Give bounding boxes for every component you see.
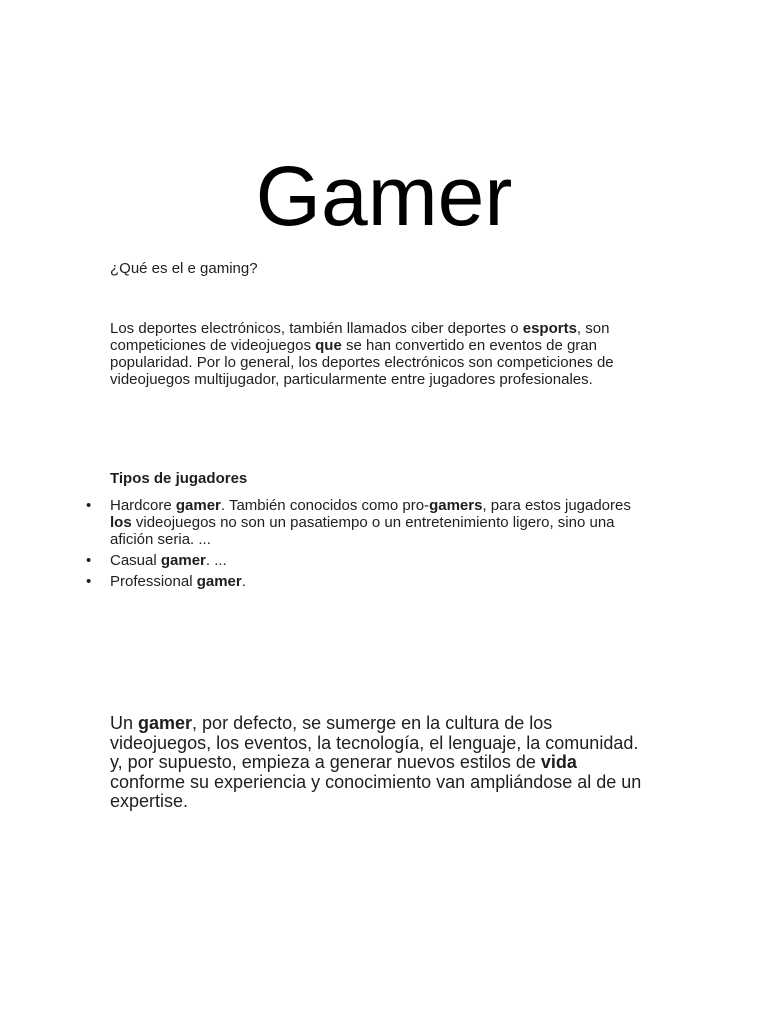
item-text: . También conocidos como pro- (220, 497, 430, 514)
list-item-hardcore (86, 497, 655, 548)
item-text: Casual (110, 552, 161, 569)
closing-text-1: Un (110, 713, 139, 733)
bullet-icon: • (86, 573, 92, 590)
bullet-icon: • (86, 552, 92, 569)
question-text: ¿Qué es el e gaming? (110, 260, 258, 277)
item-bold: gamer (196, 573, 242, 590)
intro-bold-esports: esports (522, 320, 577, 337)
item-bold: gamer (160, 552, 206, 569)
item-bold: los (110, 514, 132, 531)
intro-text-1: Los deportes electrónicos, también llamados ciber deportes o (110, 320, 523, 337)
intro-text-2: , son competiciones de videojuegos (110, 320, 610, 354)
item-text: videojuegos no son un pasatiempo o un entretenimiento ligero, sino una afición seria. ... (110, 514, 615, 548)
item-text: Hardcore (110, 497, 176, 514)
closing-bold-vida: vida (540, 752, 577, 772)
intro-text-3: se han convertido en eventos de gran popularidad. Por lo general, los deportes electrónicos son competiciones de videojuegos multijugador, particularmente entre jugadores profesionales. (110, 337, 614, 388)
item-text: Professional (110, 573, 197, 590)
item-bold: gamer (175, 497, 221, 514)
types-list (86, 497, 655, 594)
page-title: Gamer (255, 149, 513, 244)
intro-paragraph (110, 320, 650, 388)
closing-bold-gamer: gamer (138, 713, 193, 733)
intro-bold-que: que (315, 337, 342, 354)
closing-text-2: , por defecto, se sumerge en la cultura de los videojuegos, los eventos, la tecnología, el lenguaje, la comunidad. y, por supuesto, empieza a generar nuevos estilos de (110, 713, 639, 772)
closing-text-3: conforme su experiencia y conocimiento van ampliándose al de un expertise. (110, 771, 642, 811)
list-item-casual (86, 552, 655, 569)
types-heading: Tipos de jugadores (110, 470, 248, 487)
closing-paragraph (110, 714, 650, 812)
item-text: . ... (205, 552, 227, 569)
list-item-professional (86, 573, 655, 590)
item-text: . (241, 573, 246, 590)
bullet-icon: • (86, 497, 92, 514)
item-bold: gamers (429, 497, 483, 514)
item-text: , para estos jugadores (482, 497, 631, 514)
